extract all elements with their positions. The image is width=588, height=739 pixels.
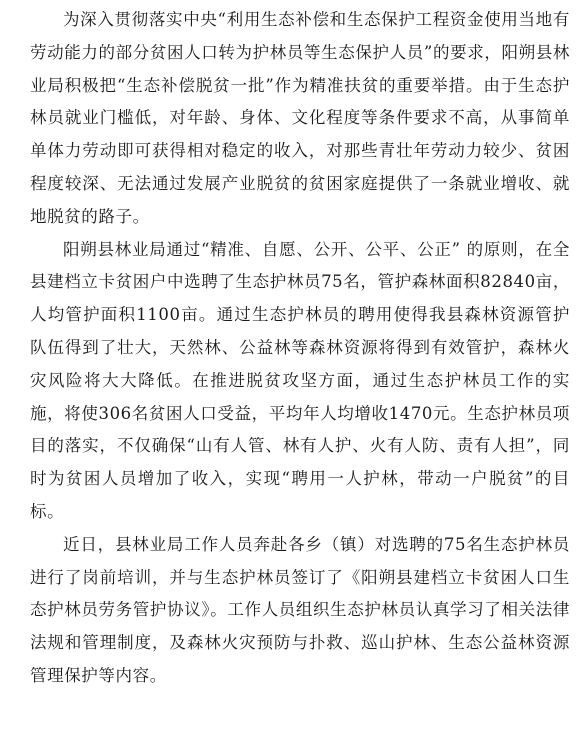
paragraph-ecological-compensation: 为深入贯彻落实中央“利用生态补偿和生态保护工程资金使用当地有劳动能力的部分贫困人口转为护林员等生态保护人员”的要求，阳朔县林业局积极把“生态补偿脱贫一批”作为精准扶贫的重要举措。由于生态护林员就业门槛低，对年龄、身体、文化程度等条件要求不高，从事简单单体力劳动即可获得相对稳定的收入，对那些青壮年劳动力较少、贫困程度较深、无法通过发展产业脱贫的贫困家庭提供了一条就业增收、就地脱贫的路子。 [30, 10, 570, 226]
paragraph-pre-job-training: 近日，县林业局工作人员奔赴各乡（镇）对选聘的75名生态护林员进行了岗前培训，并与生态护林员签订了《阳朔县建档立卡贫困人口生态护林员劳务管护协议》。工作人员组织生态护林员认真学习了相关法律法规和管理制度，及森林火灾预防与扑救、巡山护林、生态公益林资源管理保护等内容。 [30, 534, 570, 685]
paragraph-forest-ranger-selection: 阳朔县林业局通过“精准、自愿、公开、公平、公正” 的原则，在全县建档立卡贫困户中选聘了生态护林员75名，管护森林面积82840亩，人均管护面积1100亩。通过生态护林员的聘用使得我县森林资源管护队伍得到了壮大，天然林、公益林等森林资源将得到有效管护，森林火灾风险将大大降低。在推进脱贫攻坚方面，通过生态护林员工作的实施，将使306名贫困人口受益，平均年人均增收1470元。生态护林员项目的落实，不仅确保“山有人管、林有人护、火有人防、责有人担”，同时为贫困人员增加了收入，实现“聘用一人护林，带动一户脱贫”的目标。 [30, 239, 570, 521]
